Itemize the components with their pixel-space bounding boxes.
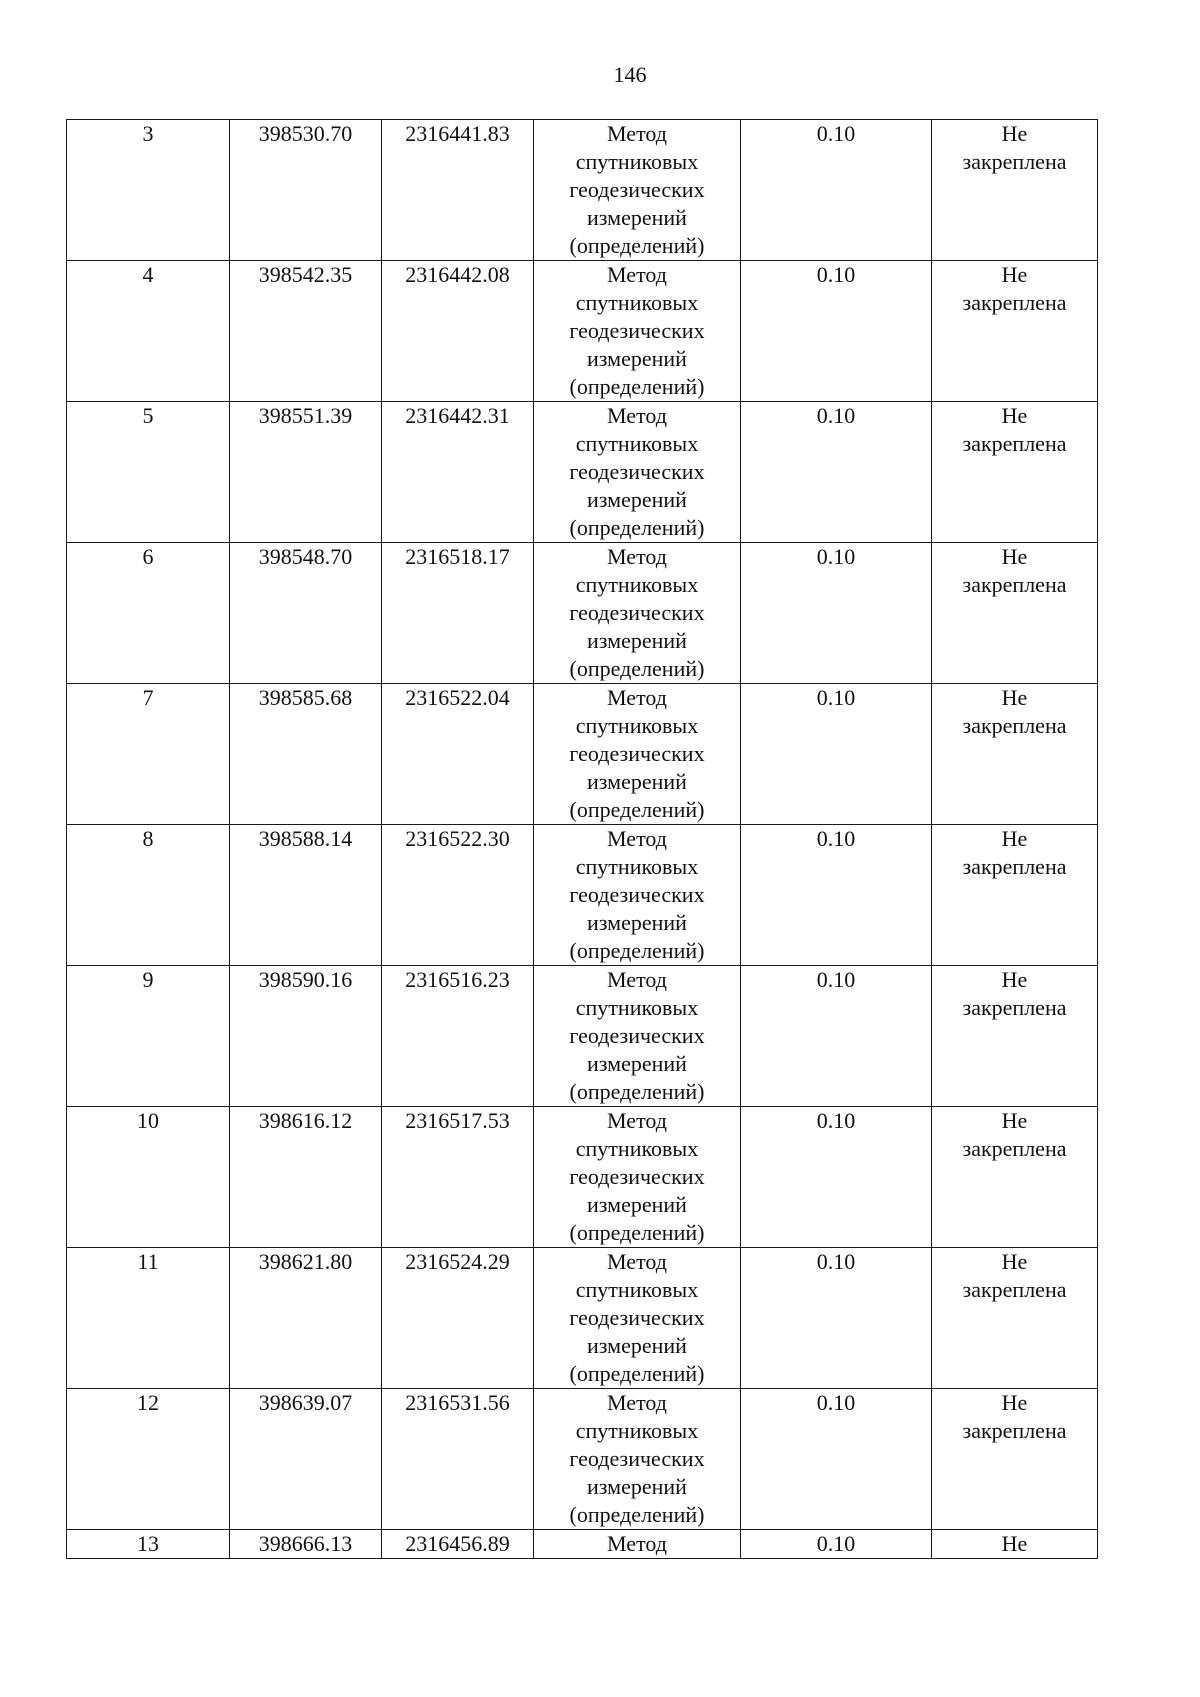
point-number-cell: 4 [67,261,230,402]
method-line: Метод [607,685,667,710]
method-line: геодезических [569,1446,705,1471]
method-line: (определений) [569,1079,705,1104]
mark-line: Не [1001,1531,1028,1556]
table-row [67,120,1098,261]
x-coordinate-cell: 398621.80 [230,1248,382,1389]
mark-description-cell [932,1530,1098,1559]
y-coordinate-cell: 2316531.56 [382,1389,534,1530]
mark-line: Не [1001,544,1028,569]
precision-cell: 0.10 [741,1107,932,1248]
mark-description-cell [932,966,1098,1107]
mark-line: закреплена [962,854,1067,879]
method-line: геодезических [569,741,705,766]
mark-line: закреплена [962,431,1067,456]
method-line: спутниковых [575,995,699,1020]
method-line: (определений) [569,1502,705,1527]
mark-line: Не [1001,1249,1028,1274]
method-line: геодезических [569,177,705,202]
mark-line: закреплена [962,290,1067,315]
mark-line: Не [1001,967,1028,992]
method-line: (определений) [569,1361,705,1386]
y-coordinate-cell: 2316524.29 [382,1248,534,1389]
method-line: измерений [587,628,687,653]
mark-description-cell [932,120,1098,261]
y-coordinate-cell: 2316518.17 [382,543,534,684]
x-coordinate-cell: 398530.70 [230,120,382,261]
precision-cell: 0.10 [741,543,932,684]
y-coordinate-cell: 2316442.31 [382,402,534,543]
mark-description-cell [932,543,1098,684]
precision-cell: 0.10 [741,1389,932,1530]
table-row [67,543,1098,684]
point-number-cell: 13 [67,1530,230,1559]
method-line: (определений) [569,374,705,399]
point-number-cell: 10 [67,1107,230,1248]
y-coordinate-cell: 2316456.89 [382,1530,534,1559]
table-row [67,1530,1098,1559]
precision-cell: 0.10 [741,120,932,261]
x-coordinate-cell: 398551.39 [230,402,382,543]
point-number-cell: 8 [67,825,230,966]
method-line: спутниковых [575,149,699,174]
mark-line: закреплена [962,149,1067,174]
method-line: спутниковых [575,431,699,456]
method-line: геодезических [569,882,705,907]
table-row [67,261,1098,402]
mark-description-cell [932,1107,1098,1248]
y-coordinate-cell: 2316522.04 [382,684,534,825]
method-line: измерений [587,205,687,230]
mark-line: закреплена [962,995,1067,1020]
method-line: (определений) [569,797,705,822]
y-coordinate-cell: 2316516.23 [382,966,534,1107]
method-line: геодезических [569,1164,705,1189]
mark-description-cell [932,1248,1098,1389]
y-coordinate-cell: 2316442.08 [382,261,534,402]
method-line: спутниковых [575,290,699,315]
mark-line: Не [1001,826,1028,851]
x-coordinate-cell: 398588.14 [230,825,382,966]
method-line: измерений [587,1474,687,1499]
table-row [67,966,1098,1107]
method-line: Метод [607,1249,667,1274]
table-row [67,825,1098,966]
mark-line: Не [1001,1108,1028,1133]
table-row [67,402,1098,543]
x-coordinate-cell: 398585.68 [230,684,382,825]
method-line: (определений) [569,656,705,681]
table-row [67,1389,1098,1530]
method-line: Метод [607,262,667,287]
method-cell [534,1389,741,1530]
table-row [67,1107,1098,1248]
x-coordinate-cell: 398542.35 [230,261,382,402]
mark-line: закреплена [962,572,1067,597]
method-cell [534,402,741,543]
precision-cell: 0.10 [741,1530,932,1559]
mark-description-cell [932,825,1098,966]
method-line: измерений [587,346,687,371]
mark-line: закреплена [962,1136,1067,1161]
method-line: геодезических [569,600,705,625]
method-line: Метод [607,826,667,851]
method-line: Метод [607,967,667,992]
method-line: (определений) [569,938,705,963]
mark-description-cell [932,1389,1098,1530]
method-line: Метод [607,544,667,569]
x-coordinate-cell: 398666.13 [230,1530,382,1559]
mark-description-cell [932,684,1098,825]
point-number-cell: 7 [67,684,230,825]
method-line: Метод [607,1390,667,1415]
x-coordinate-cell: 398548.70 [230,543,382,684]
method-line: измерений [587,487,687,512]
method-cell [534,543,741,684]
method-cell [534,1248,741,1389]
method-line: (определений) [569,1220,705,1245]
mark-line: Не [1001,403,1028,428]
y-coordinate-cell: 2316522.30 [382,825,534,966]
coordinates-table [66,119,1098,1559]
point-number-cell: 11 [67,1248,230,1389]
method-line: геодезических [569,459,705,484]
method-line: геодезических [569,1023,705,1048]
mark-line: закреплена [962,1418,1067,1443]
method-cell [534,825,741,966]
method-line: геодезических [569,1305,705,1330]
method-cell [534,1530,741,1559]
method-line: Метод [607,1531,667,1556]
x-coordinate-cell: 398590.16 [230,966,382,1107]
mark-line: Не [1001,685,1028,710]
method-line: спутниковых [575,1418,699,1443]
method-line: (определений) [569,515,705,540]
method-cell [534,966,741,1107]
point-number-cell: 3 [67,120,230,261]
y-coordinate-cell: 2316441.83 [382,120,534,261]
method-line: (определений) [569,233,705,258]
point-number-cell: 9 [67,966,230,1107]
method-cell [534,684,741,825]
x-coordinate-cell: 398616.12 [230,1107,382,1248]
method-line: Метод [607,403,667,428]
mark-line: Не [1001,121,1028,146]
method-line: измерений [587,769,687,794]
point-number-cell: 12 [67,1389,230,1530]
method-line: спутниковых [575,713,699,738]
method-line: спутниковых [575,1277,699,1302]
page-number: 146 [613,62,647,87]
table-row [67,684,1098,825]
method-line: спутниковых [575,572,699,597]
mark-line: Не [1001,262,1028,287]
method-line: геодезических [569,318,705,343]
precision-cell: 0.10 [741,825,932,966]
coordinates-table-body [67,120,1098,1559]
precision-cell: 0.10 [741,1248,932,1389]
method-line: спутниковых [575,854,699,879]
mark-description-cell [932,402,1098,543]
precision-cell: 0.10 [741,684,932,825]
method-line: измерений [587,1051,687,1076]
mark-description-cell [932,261,1098,402]
method-line: измерений [587,910,687,935]
method-line: измерений [587,1192,687,1217]
precision-cell: 0.10 [741,402,932,543]
point-number-cell: 5 [67,402,230,543]
precision-cell: 0.10 [741,966,932,1107]
method-line: Метод [607,121,667,146]
method-line: Метод [607,1108,667,1133]
point-number-cell: 6 [67,543,230,684]
precision-cell: 0.10 [741,261,932,402]
mark-line: закреплена [962,713,1067,738]
table-row [67,1248,1098,1389]
mark-line: закреплена [962,1277,1067,1302]
method-cell [534,1107,741,1248]
method-cell [534,120,741,261]
method-line: спутниковых [575,1136,699,1161]
method-cell [534,261,741,402]
method-line: измерений [587,1333,687,1358]
x-coordinate-cell: 398639.07 [230,1389,382,1530]
mark-line: Не [1001,1390,1028,1415]
y-coordinate-cell: 2316517.53 [382,1107,534,1248]
